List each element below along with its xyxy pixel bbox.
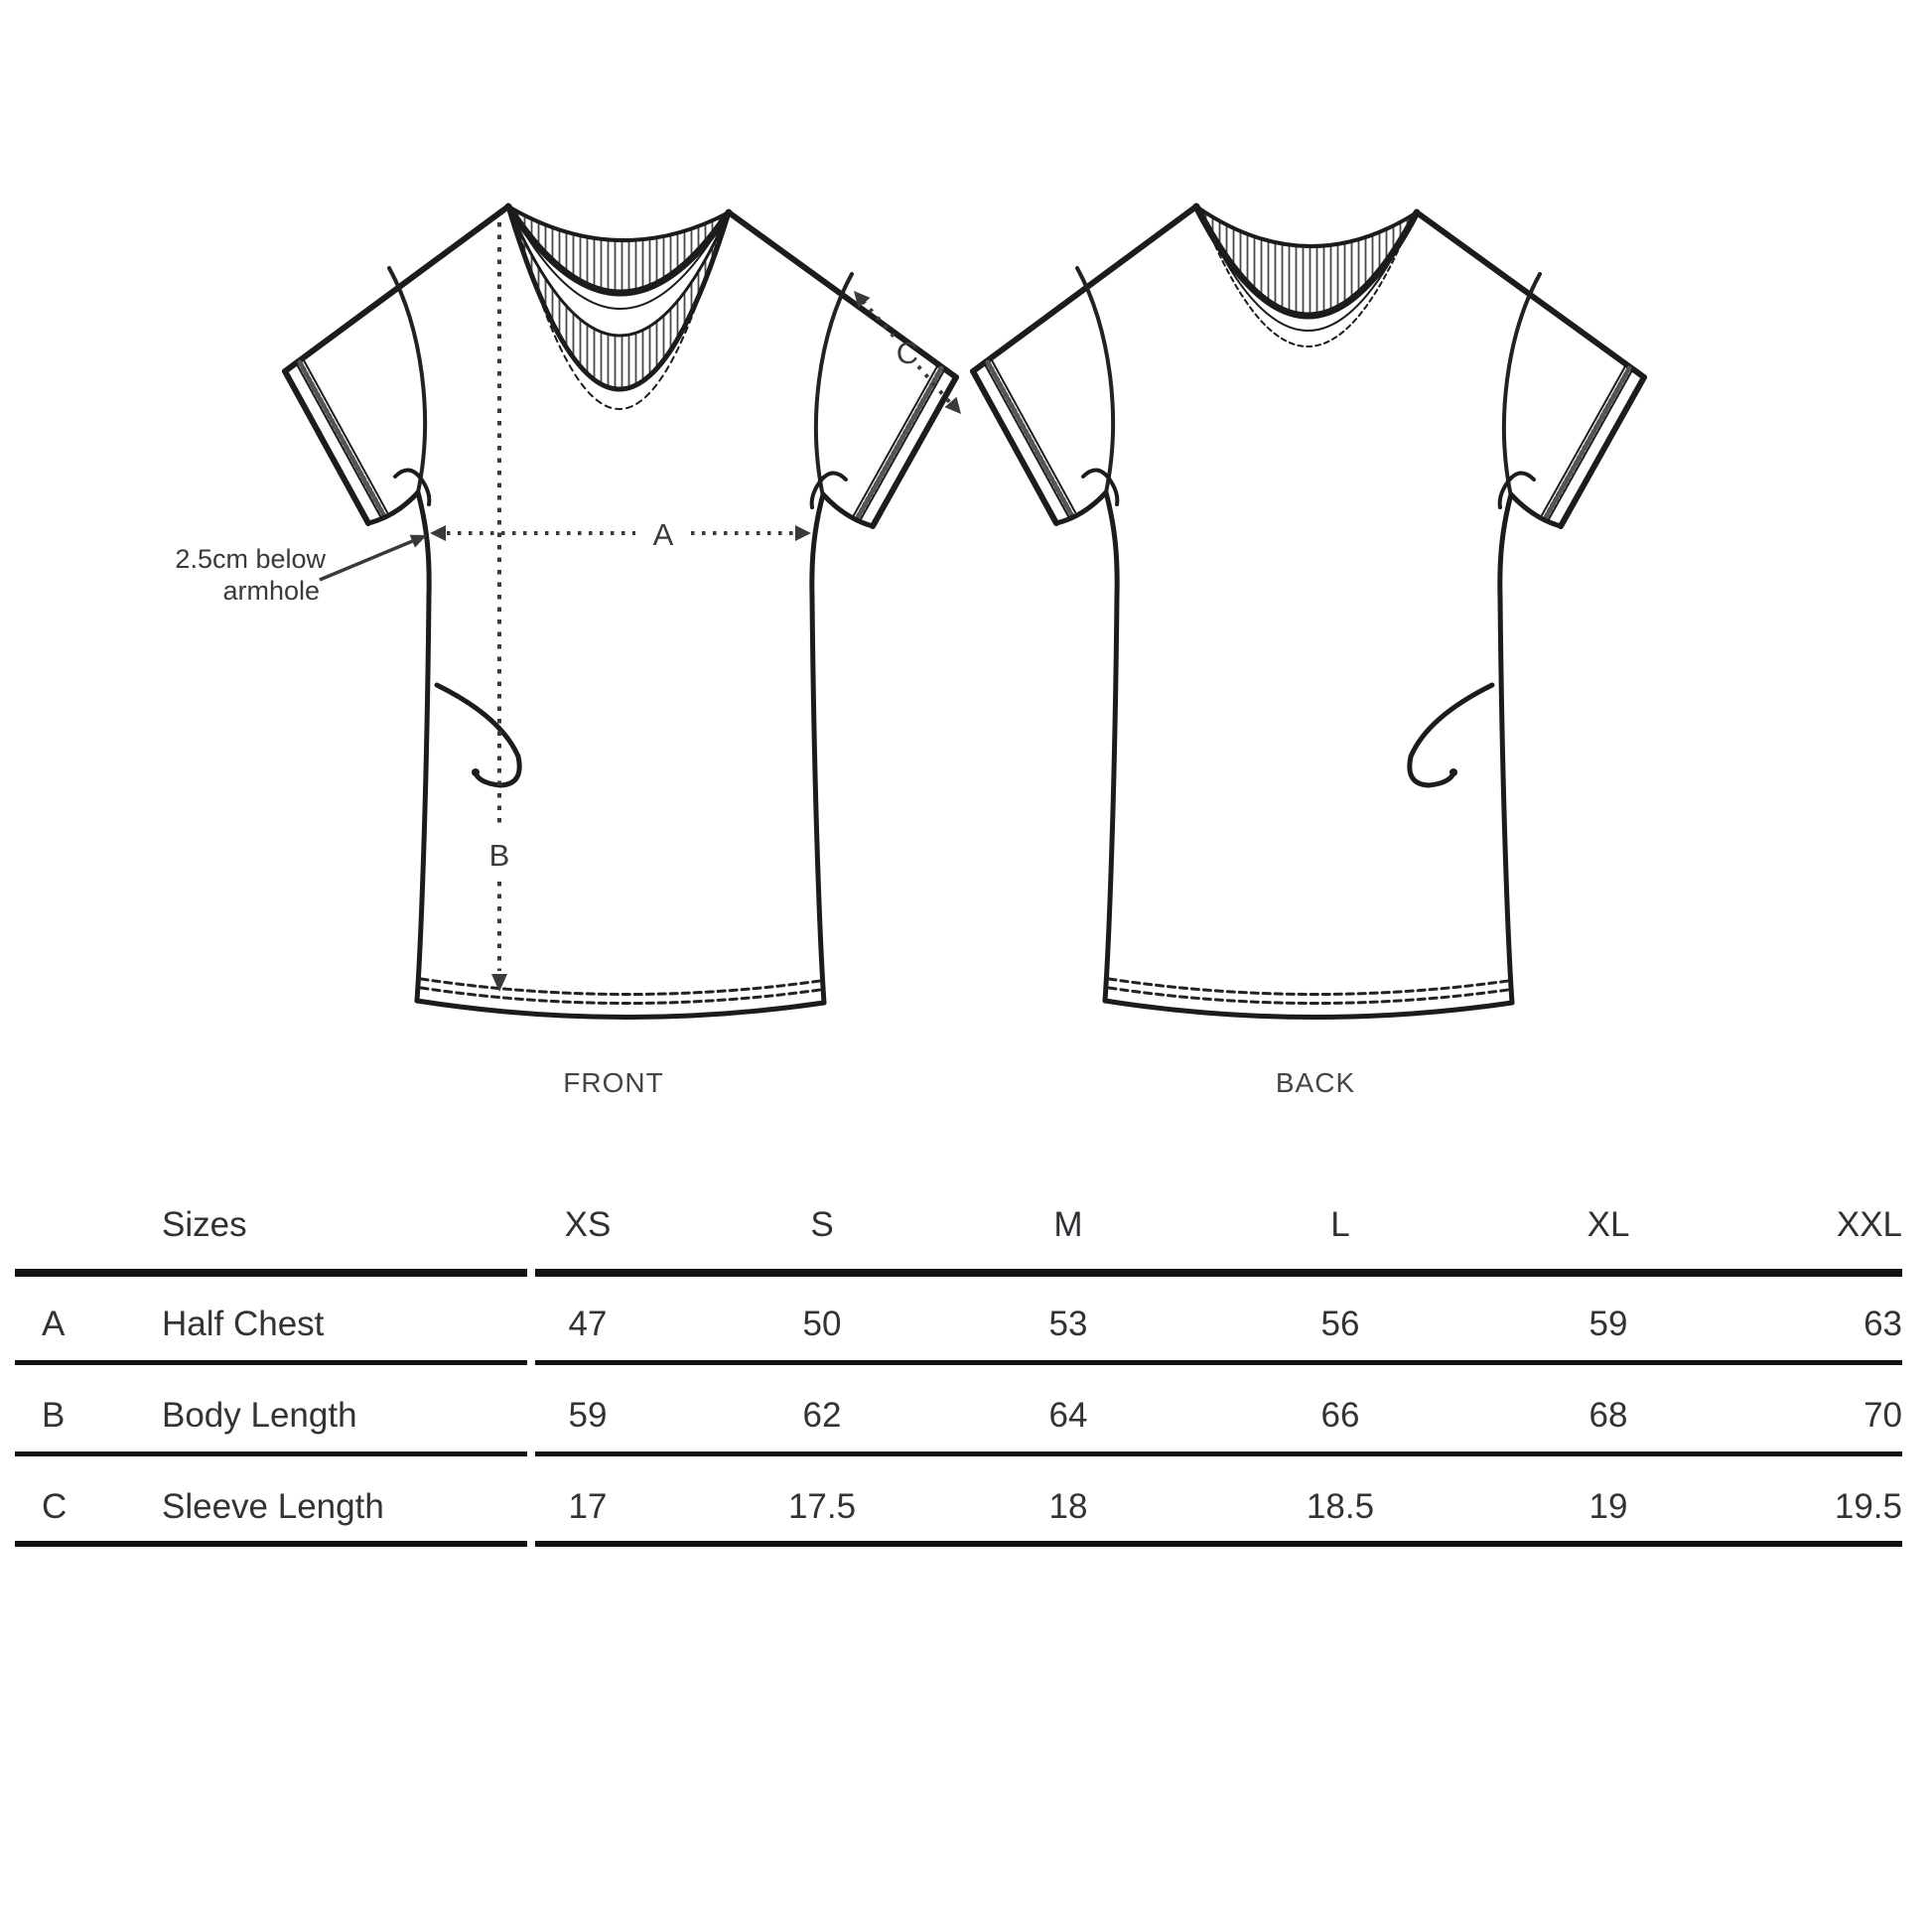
arrowhead-left-icon <box>430 525 446 541</box>
dim-c-label: C <box>896 336 919 370</box>
value-xl: 68 <box>1588 1396 1628 1435</box>
table-rule-mid-1 <box>15 1360 1902 1365</box>
value-m: 53 <box>1048 1305 1088 1343</box>
value-xl: 59 <box>1588 1305 1628 1343</box>
table-rule-gap <box>527 1261 535 1551</box>
back-view-label: BACK <box>1275 1067 1356 1098</box>
dim-b-label: B <box>488 838 510 873</box>
table-rule-top <box>15 1269 1902 1277</box>
value-s: 17.5 <box>787 1487 857 1526</box>
sizes-header: Sizes <box>162 1205 247 1244</box>
col-header-s: S <box>810 1205 834 1244</box>
back-shirt-drawing <box>973 207 1644 1018</box>
row-letter: C <box>42 1487 68 1526</box>
value-xl: 19 <box>1588 1487 1628 1526</box>
row-letter: A <box>42 1305 66 1343</box>
value-xxl: 19.5 <box>1834 1487 1902 1526</box>
value-xs: 59 <box>568 1396 608 1435</box>
value-xs: 17 <box>568 1487 608 1526</box>
table-rule-bottom <box>15 1541 1902 1547</box>
armhole-annotation-line1: 2.5cm below <box>175 544 326 574</box>
front-view-label: FRONT <box>563 1067 664 1098</box>
row-name: Sleeve Length <box>162 1487 384 1526</box>
value-m: 64 <box>1048 1396 1088 1435</box>
col-header-xs: XS <box>564 1205 612 1244</box>
dimension-a <box>430 517 811 552</box>
value-xxl: 70 <box>1863 1396 1902 1435</box>
row-name: Body Length <box>162 1396 357 1435</box>
value-m: 18 <box>1048 1487 1088 1526</box>
table-rule-mid-2 <box>15 1451 1902 1456</box>
value-s: 62 <box>802 1396 842 1435</box>
arrowhead-right-icon <box>795 525 811 541</box>
value-l: 18.5 <box>1306 1487 1375 1526</box>
row-letter: B <box>42 1396 66 1435</box>
armhole-annotation <box>175 535 427 606</box>
value-s: 50 <box>802 1305 842 1343</box>
dimension-b <box>489 222 510 992</box>
col-header-l: L <box>1330 1205 1350 1244</box>
armhole-annotation-line2: armhole <box>222 576 320 606</box>
col-header-m: M <box>1053 1205 1083 1244</box>
value-xxl: 63 <box>1863 1305 1902 1343</box>
col-header-xxl: XXL <box>1836 1205 1902 1244</box>
row-name: Half Chest <box>162 1305 325 1343</box>
value-l: 66 <box>1320 1396 1360 1435</box>
front-shirt-drawing <box>285 207 956 1018</box>
value-xs: 47 <box>568 1305 608 1343</box>
dim-a-label: A <box>652 517 674 552</box>
col-header-xl: XL <box>1587 1205 1630 1244</box>
value-l: 56 <box>1320 1305 1360 1343</box>
